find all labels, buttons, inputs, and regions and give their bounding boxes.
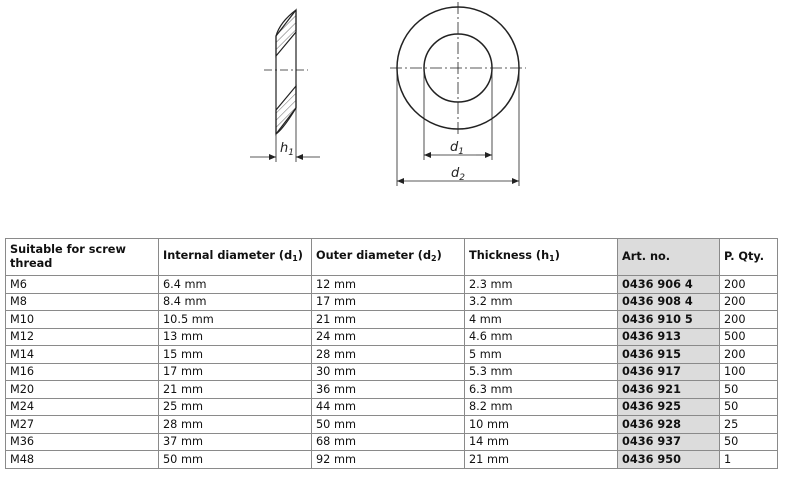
table-cell: 25 bbox=[720, 416, 778, 434]
label-d2: $d_2$ bbox=[451, 166, 465, 183]
table-cell: 10 mm bbox=[465, 416, 618, 434]
table-cell: 44 mm bbox=[312, 398, 465, 416]
table-cell: 4 mm bbox=[465, 311, 618, 329]
column-header-label: P. Qty. bbox=[724, 250, 765, 263]
label-d1: $d_1$ bbox=[450, 140, 464, 157]
table-cell: M24 bbox=[6, 398, 159, 416]
table-cell: 5 mm bbox=[465, 346, 618, 364]
table-cell: 30 mm bbox=[312, 363, 465, 381]
table-cell: 50 mm bbox=[159, 451, 312, 469]
article-number-cell: 0436 921 bbox=[618, 381, 720, 399]
table-row bbox=[6, 293, 778, 311]
column-header-subscript: 2 bbox=[431, 253, 437, 263]
table-cell: 68 mm bbox=[312, 433, 465, 451]
table-cell: 21 mm bbox=[465, 451, 618, 469]
table-row bbox=[6, 381, 778, 399]
article-number-cell: 0436 910 5 bbox=[618, 311, 720, 329]
table-row bbox=[6, 433, 778, 451]
column-header-label: Art. no. bbox=[622, 250, 671, 263]
table-cell: 200 bbox=[720, 276, 778, 294]
table-row bbox=[6, 311, 778, 329]
column-header-suffix: ) bbox=[554, 248, 560, 262]
table-cell: 10.5 mm bbox=[159, 311, 312, 329]
table-cell: 25 mm bbox=[159, 398, 312, 416]
table-cell: 14 mm bbox=[465, 433, 618, 451]
column-header-suffix: ) bbox=[436, 248, 442, 262]
spec-table-header bbox=[6, 239, 778, 276]
spec-table bbox=[5, 238, 778, 469]
column-header-suffix: ) bbox=[297, 248, 303, 262]
column-header-subscript: 1 bbox=[549, 253, 555, 263]
table-cell: 17 mm bbox=[312, 293, 465, 311]
column-header-label: Thickness (h bbox=[469, 248, 550, 262]
table-cell: 50 bbox=[720, 398, 778, 416]
upper-section-hatch bbox=[276, 10, 296, 56]
table-cell: M8 bbox=[6, 293, 159, 311]
table-cell: 1 bbox=[720, 451, 778, 469]
column-header bbox=[618, 239, 720, 276]
table-cell: 500 bbox=[720, 328, 778, 346]
table-cell: 5.3 mm bbox=[465, 363, 618, 381]
table-cell: 28 mm bbox=[159, 416, 312, 434]
article-number-cell: 0436 913 bbox=[618, 328, 720, 346]
article-number-cell: 0436 928 bbox=[618, 416, 720, 434]
article-number-cell: 0436 908 4 bbox=[618, 293, 720, 311]
washer-side-view bbox=[250, 10, 320, 162]
table-cell: 3.2 mm bbox=[465, 293, 618, 311]
table-cell: 2.3 mm bbox=[465, 276, 618, 294]
table-cell: M10 bbox=[6, 311, 159, 329]
table-cell: M20 bbox=[6, 381, 159, 399]
table-cell: 100 bbox=[720, 363, 778, 381]
column-header bbox=[312, 239, 465, 276]
table-cell: 50 bbox=[720, 381, 778, 399]
column-header bbox=[720, 239, 778, 276]
table-cell: 200 bbox=[720, 311, 778, 329]
table-cell: 21 mm bbox=[159, 381, 312, 399]
column-header-label: Internal diameter (d bbox=[163, 248, 293, 262]
table-cell: 8.2 mm bbox=[465, 398, 618, 416]
table-cell: M16 bbox=[6, 363, 159, 381]
article-number-cell: 0436 925 bbox=[618, 398, 720, 416]
table-cell: M48 bbox=[6, 451, 159, 469]
table-row bbox=[6, 363, 778, 381]
table-row bbox=[6, 276, 778, 294]
table-cell: 21 mm bbox=[312, 311, 465, 329]
table-cell: 4.6 mm bbox=[465, 328, 618, 346]
lower-section-hatch bbox=[276, 86, 296, 134]
table-cell: 36 mm bbox=[312, 381, 465, 399]
table-row bbox=[6, 328, 778, 346]
table-cell: 24 mm bbox=[312, 328, 465, 346]
article-number-cell: 0436 915 bbox=[618, 346, 720, 364]
column-header-label: Suitable for screw thread bbox=[10, 243, 126, 270]
table-cell: 200 bbox=[720, 293, 778, 311]
table-cell: 28 mm bbox=[312, 346, 465, 364]
table-cell: M6 bbox=[6, 276, 159, 294]
article-number-cell: 0436 937 bbox=[618, 433, 720, 451]
table-cell: M36 bbox=[6, 433, 159, 451]
table-cell: 17 mm bbox=[159, 363, 312, 381]
technical-drawing bbox=[0, 0, 790, 235]
table-cell: M27 bbox=[6, 416, 159, 434]
column-header-label: Outer diameter (d bbox=[316, 248, 432, 262]
table-cell: 13 mm bbox=[159, 328, 312, 346]
table-cell: 92 mm bbox=[312, 451, 465, 469]
column-header-subscript: 1 bbox=[292, 253, 298, 263]
table-row bbox=[6, 346, 778, 364]
label-h1: $h_1$ bbox=[280, 141, 294, 158]
spec-table-body bbox=[6, 276, 778, 469]
table-cell: M12 bbox=[6, 328, 159, 346]
article-number-cell: 0436 950 bbox=[618, 451, 720, 469]
column-header bbox=[465, 239, 618, 276]
table-row bbox=[6, 451, 778, 469]
table-cell: M14 bbox=[6, 346, 159, 364]
washer-front-view bbox=[390, 2, 526, 186]
table-cell: 8.4 mm bbox=[159, 293, 312, 311]
table-row bbox=[6, 416, 778, 434]
table-cell: 50 mm bbox=[312, 416, 465, 434]
column-header bbox=[159, 239, 312, 276]
article-number-cell: 0436 906 4 bbox=[618, 276, 720, 294]
table-cell: 12 mm bbox=[312, 276, 465, 294]
table-cell: 200 bbox=[720, 346, 778, 364]
column-header bbox=[6, 239, 159, 276]
article-number-cell: 0436 917 bbox=[618, 363, 720, 381]
table-cell: 37 mm bbox=[159, 433, 312, 451]
table-cell: 15 mm bbox=[159, 346, 312, 364]
table-cell: 6.3 mm bbox=[465, 381, 618, 399]
table-row bbox=[6, 398, 778, 416]
table-cell: 6.4 mm bbox=[159, 276, 312, 294]
table-cell: 50 bbox=[720, 433, 778, 451]
